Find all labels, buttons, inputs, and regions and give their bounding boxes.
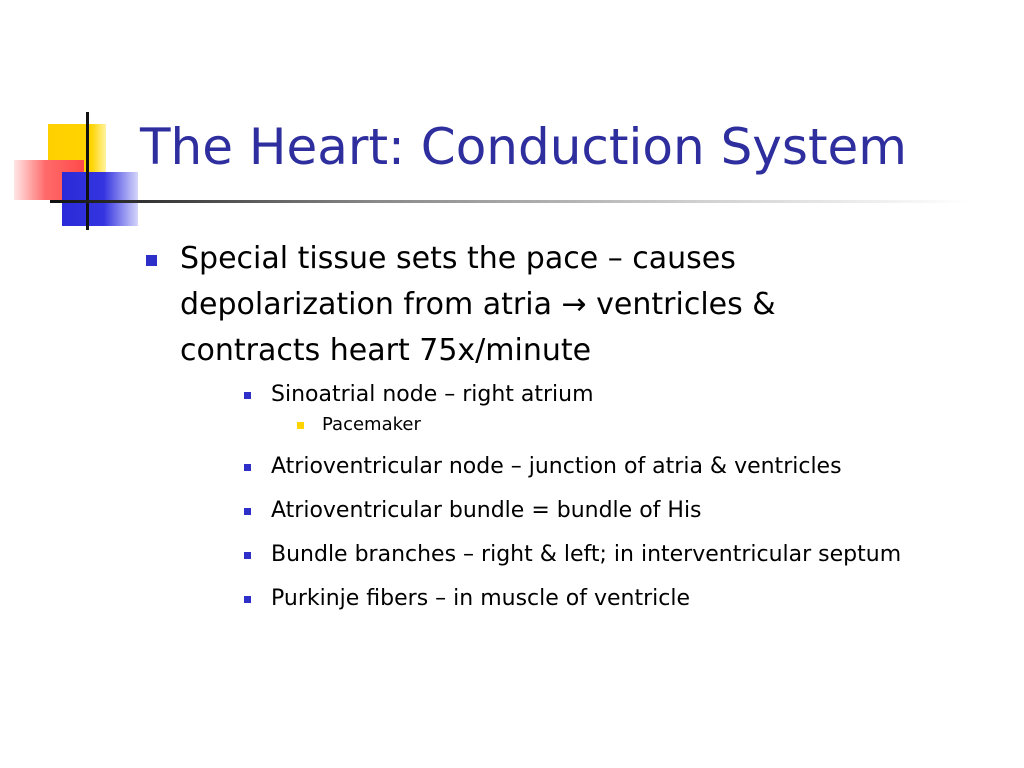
ornament-blue-square <box>62 172 138 226</box>
bullet-square-icon <box>244 508 251 515</box>
bullet-list <box>0 236 1024 614</box>
bullet-av-node <box>0 452 1024 482</box>
ornament-vertical-line <box>86 112 89 230</box>
bullet-pacemaker-text: Pacemaker <box>322 414 421 435</box>
bullet-pacemaker <box>0 412 1024 438</box>
bullet-main-text: Special tissue sets the pace – causes depolarization from atria → ventricles & contracts heart 75x/minute <box>180 241 776 368</box>
bullet-square-icon <box>146 255 157 266</box>
bullet-purkinje <box>0 584 1024 614</box>
bullet-av-node-text: Atrioventricular node – junction of atria & ventricles <box>271 454 842 479</box>
bullet-av-bundle-text: Atrioventricular bundle = bundle of His <box>271 498 702 523</box>
bullet-square-icon <box>244 552 251 559</box>
bullet-sa-node <box>0 380 1024 410</box>
bullet-bundle-branches <box>0 540 1024 570</box>
bullet-square-icon <box>297 422 304 429</box>
bullet-square-icon <box>244 596 251 603</box>
slide-title: The Heart: Conduction System <box>140 118 908 176</box>
bullet-main <box>0 236 1024 374</box>
bullet-bundle-branches-text: Bundle branches – right & left; in interventricular septum <box>271 542 902 567</box>
bullet-square-icon <box>244 392 251 399</box>
bullet-av-bundle <box>0 496 1024 526</box>
bullet-purkinje-text: Purkinje fibers – in muscle of ventricle <box>271 586 690 611</box>
bullet-square-icon <box>244 464 251 471</box>
title-underline <box>50 200 970 203</box>
bullet-sa-node-text: Sinoatrial node – right atrium <box>271 382 594 407</box>
